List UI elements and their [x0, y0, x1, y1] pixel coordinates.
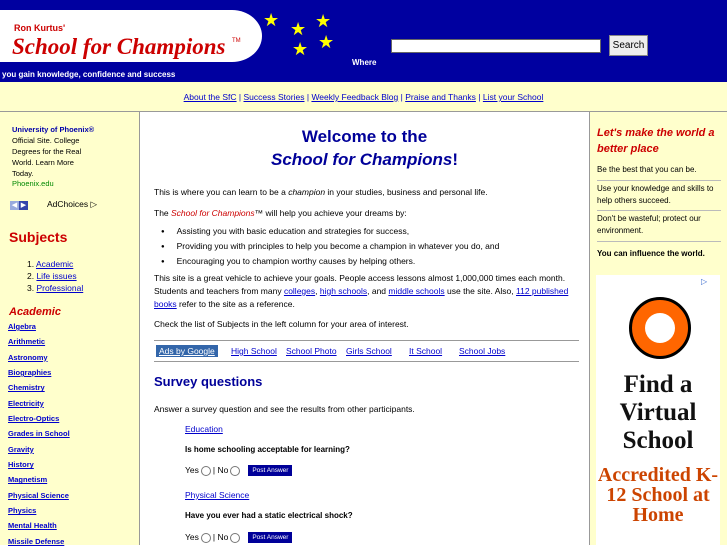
search-input[interactable]	[391, 39, 601, 53]
survey-question: Have you ever had a static electrical shock?	[185, 511, 353, 520]
right-heading: Let's make the world a better place	[597, 127, 715, 155]
academic-list	[8, 322, 70, 552]
list-item: 2. Life issues	[27, 271, 77, 281]
ad-text: Official Site. College	[12, 136, 80, 145]
yes-radio[interactable]	[201, 533, 211, 543]
academic-link[interactable]: Gravity	[8, 444, 34, 454]
vehicle-paragraph: This site is a great vehicle to achieve your goals. People access lessons almost 1,000,000 times each month. Students and teachers from many colleges, high schools, and middle schools use the site. Also, 112 published books refer to the site as a reference.	[154, 273, 569, 309]
ad-link[interactable]: School Jobs	[459, 346, 506, 356]
ads-by-google-link[interactable]: Ads by Google	[156, 345, 218, 357]
ad-link[interactable]: High School	[231, 346, 277, 356]
page-title: Welcome to the	[301, 127, 428, 146]
list-item: ● Providing you with principles to help you become a champion in whatever you do, and	[173, 240, 499, 255]
academic-link[interactable]: Physics	[8, 506, 37, 516]
adchoices-icon[interactable]: ▷	[701, 277, 708, 286]
ad-prev-icon[interactable]: ◀	[11, 202, 18, 209]
ad-next-icon[interactable]: ▶	[20, 202, 27, 209]
nav-success-stories[interactable]: Success Stories	[243, 92, 305, 102]
school-logo-icon	[629, 297, 691, 359]
ad-link[interactable]: It School	[409, 346, 443, 356]
adchoices-label: AdChoices	[47, 199, 89, 209]
academic-link[interactable]: Magnetism	[8, 475, 48, 485]
left-sidebar	[0, 112, 140, 545]
star-icon: ★	[263, 10, 280, 30]
subjects-heading: Subjects	[9, 229, 68, 245]
search-button[interactable]: Search	[609, 35, 648, 56]
right-text-strong: You can influence the world.	[597, 249, 705, 258]
published-books-link[interactable]: books	[154, 299, 177, 309]
ad-nav	[10, 199, 28, 210]
subject-academic-link[interactable]: Academic	[35, 259, 74, 269]
list-item: 1. Academic	[27, 259, 74, 269]
academic-link[interactable]: Electro-Optics	[8, 414, 60, 424]
adchoices-icon: ▷	[90, 199, 98, 209]
subject-life-issues-link[interactable]: Life issues	[36, 271, 77, 281]
ad-text: World. Learn More	[12, 158, 74, 167]
academic-link[interactable]: Chemistry	[8, 383, 45, 393]
site-header	[0, 0, 727, 82]
brand-title: School for Champions	[12, 34, 226, 59]
academic-link[interactable]: Missile Defense	[8, 536, 65, 546]
divider	[597, 241, 721, 242]
post-answer-button[interactable]: Post Answer	[248, 532, 292, 543]
nav-about[interactable]: About the SfC	[183, 92, 237, 102]
survey-heading: Survey questions	[154, 374, 263, 389]
post-answer-button[interactable]: Post Answer	[248, 465, 292, 476]
right-text: Use your knowledge and skills to help others succeed.	[597, 184, 714, 205]
yes-radio[interactable]	[201, 466, 211, 476]
survey-category-link[interactable]: Education	[185, 424, 223, 434]
tagline: you gain knowledge, confidence and success	[2, 70, 176, 79]
dreams-paragraph: The School for Champions™ will help you achieve your dreams by:	[154, 208, 407, 218]
academic-link[interactable]: Astronomy	[8, 352, 48, 362]
academic-heading: Academic	[9, 306, 61, 318]
academic-link[interactable]: History	[8, 460, 34, 470]
virtual-school-ad[interactable]	[596, 275, 720, 545]
ad-subheadline: Accredited K-12 School at Home	[597, 464, 719, 526]
survey-answer-row: Yes | No Post Answer	[185, 465, 292, 476]
survey-question: Is home schooling acceptable for learning?	[185, 445, 350, 454]
nav-praise[interactable]: Praise and Thanks	[405, 92, 476, 102]
academic-link[interactable]: Electricity	[8, 398, 44, 408]
colleges-link[interactable]: colleges	[283, 286, 316, 296]
published-books-link[interactable]: 112 published	[516, 286, 569, 296]
divider	[597, 180, 721, 181]
adchoices-link[interactable]	[47, 199, 97, 210]
google-ads-bar	[154, 340, 579, 362]
nav-list-school[interactable]: List your School	[482, 92, 544, 102]
intro-paragraph: This is where you can learn to be a champion in your studies, business and personal life.	[154, 187, 488, 197]
nav-separator: |	[400, 92, 403, 102]
list-item: 3. Professional	[27, 283, 84, 293]
survey-intro: Answer a survey question and see the results from other participants.	[154, 404, 415, 414]
divider	[597, 210, 721, 211]
ad-link[interactable]: School Photo	[286, 346, 337, 356]
subjects-list	[27, 259, 83, 295]
nav-separator: |	[306, 92, 310, 102]
main-content	[140, 112, 589, 545]
list-item: ● Assisting you with basic education and strategies for success,	[173, 225, 499, 240]
page-title-line2: School for Champions!	[270, 150, 458, 169]
no-radio[interactable]	[230, 533, 240, 543]
academic-link[interactable]: Physical Science	[8, 490, 69, 500]
academic-link[interactable]: Algebra	[8, 322, 36, 331]
right-text: Don't be wasteful; protect our environment.	[597, 214, 701, 235]
no-radio[interactable]	[230, 466, 240, 476]
star-icon: ★	[318, 32, 335, 52]
logo-area[interactable]	[0, 10, 262, 62]
goals-list	[173, 225, 499, 270]
ad-headline: Find a Virtual School	[619, 371, 697, 454]
right-text: Be the best that you can be.	[597, 165, 697, 174]
trademark-label: TM	[232, 38, 241, 44]
academic-link[interactable]: Biographies	[8, 368, 52, 378]
star-icon: ★	[292, 39, 309, 59]
middle-schools-link[interactable]: middle schools	[388, 286, 445, 296]
subjects-hint: Check the list of Subjects in the left column for your area of interest.	[154, 319, 409, 329]
subject-professional-link[interactable]: Professional	[36, 283, 84, 293]
ad-url-link[interactable]: Phoenix.edu	[12, 179, 54, 188]
academic-link[interactable]: Grades in School	[8, 429, 70, 439]
survey-category-link[interactable]: Physical Science	[185, 490, 250, 500]
ad-link[interactable]: Girls School	[346, 346, 392, 356]
where-label: Where	[352, 58, 377, 67]
ad-title-link[interactable]: University of Phoenix®	[12, 125, 95, 134]
ad-text: Today.	[12, 169, 34, 178]
survey-answer-row: Yes | No Post Answer	[185, 532, 292, 543]
star-icon: ★	[290, 19, 307, 39]
top-nav	[0, 82, 727, 112]
academic-link[interactable]: Mental Health	[8, 521, 57, 531]
author-label: Ron Kurtus'	[14, 23, 66, 33]
nav-separator: |	[478, 92, 481, 102]
nav-feedback-blog[interactable]: Weekly Feedback Blog	[311, 92, 399, 102]
ad-text: Degrees for the Real	[12, 147, 82, 156]
list-item: ● Encouraging you to champion worthy causes by helping others.	[173, 255, 499, 270]
high-schools-link[interactable]: high schools	[319, 286, 368, 296]
academic-link[interactable]: Arithmetic	[8, 337, 46, 347]
star-icon: ★	[315, 11, 332, 31]
nav-separator: |	[238, 92, 242, 102]
